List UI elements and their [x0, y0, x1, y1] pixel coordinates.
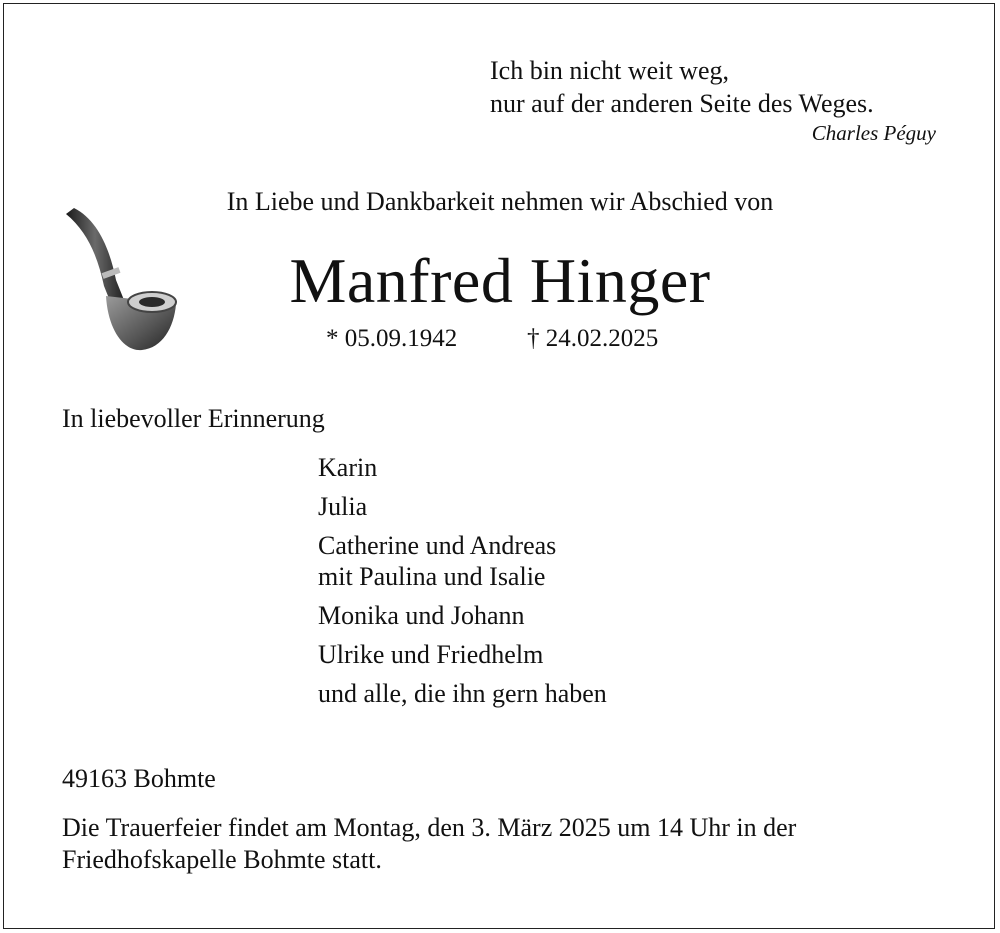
intro-text: In Liebe und Dankbarkeit nehmen wir Abschied von — [226, 187, 774, 216]
list-item: Karin — [318, 453, 378, 482]
mourners-list — [318, 452, 607, 717]
remembrance-heading: In liebevoller Erinnerung — [62, 404, 325, 433]
list-item: und alle, die ihn gern haben — [318, 679, 607, 708]
list-item: Monika und Johann — [318, 601, 525, 630]
quote-author: Charles Péguy — [811, 121, 936, 145]
address: 49163 Bohmte — [62, 764, 216, 793]
deceased-name: Manfred Hinger — [289, 245, 711, 316]
list-item: Catherine und Andreas mit Paulina und Isalie — [318, 531, 557, 591]
quote — [490, 54, 874, 120]
quote-line-1: Ich bin nicht weit weg, — [490, 56, 729, 85]
list-item: Julia — [318, 492, 368, 521]
quote-line-2: nur auf der anderen Seite des Weges. — [490, 89, 874, 118]
list-item: Ulrike und Friedhelm — [318, 640, 544, 669]
birth-date: * 05.09.1942 — [326, 325, 458, 352]
service-info: Die Trauerfeier findet am Montag, den 3. März 2025 um 14 Uhr in der Friedhofskapelle Bohmte statt. — [62, 813, 797, 874]
death-date: † 24.02.2025 — [527, 325, 659, 352]
